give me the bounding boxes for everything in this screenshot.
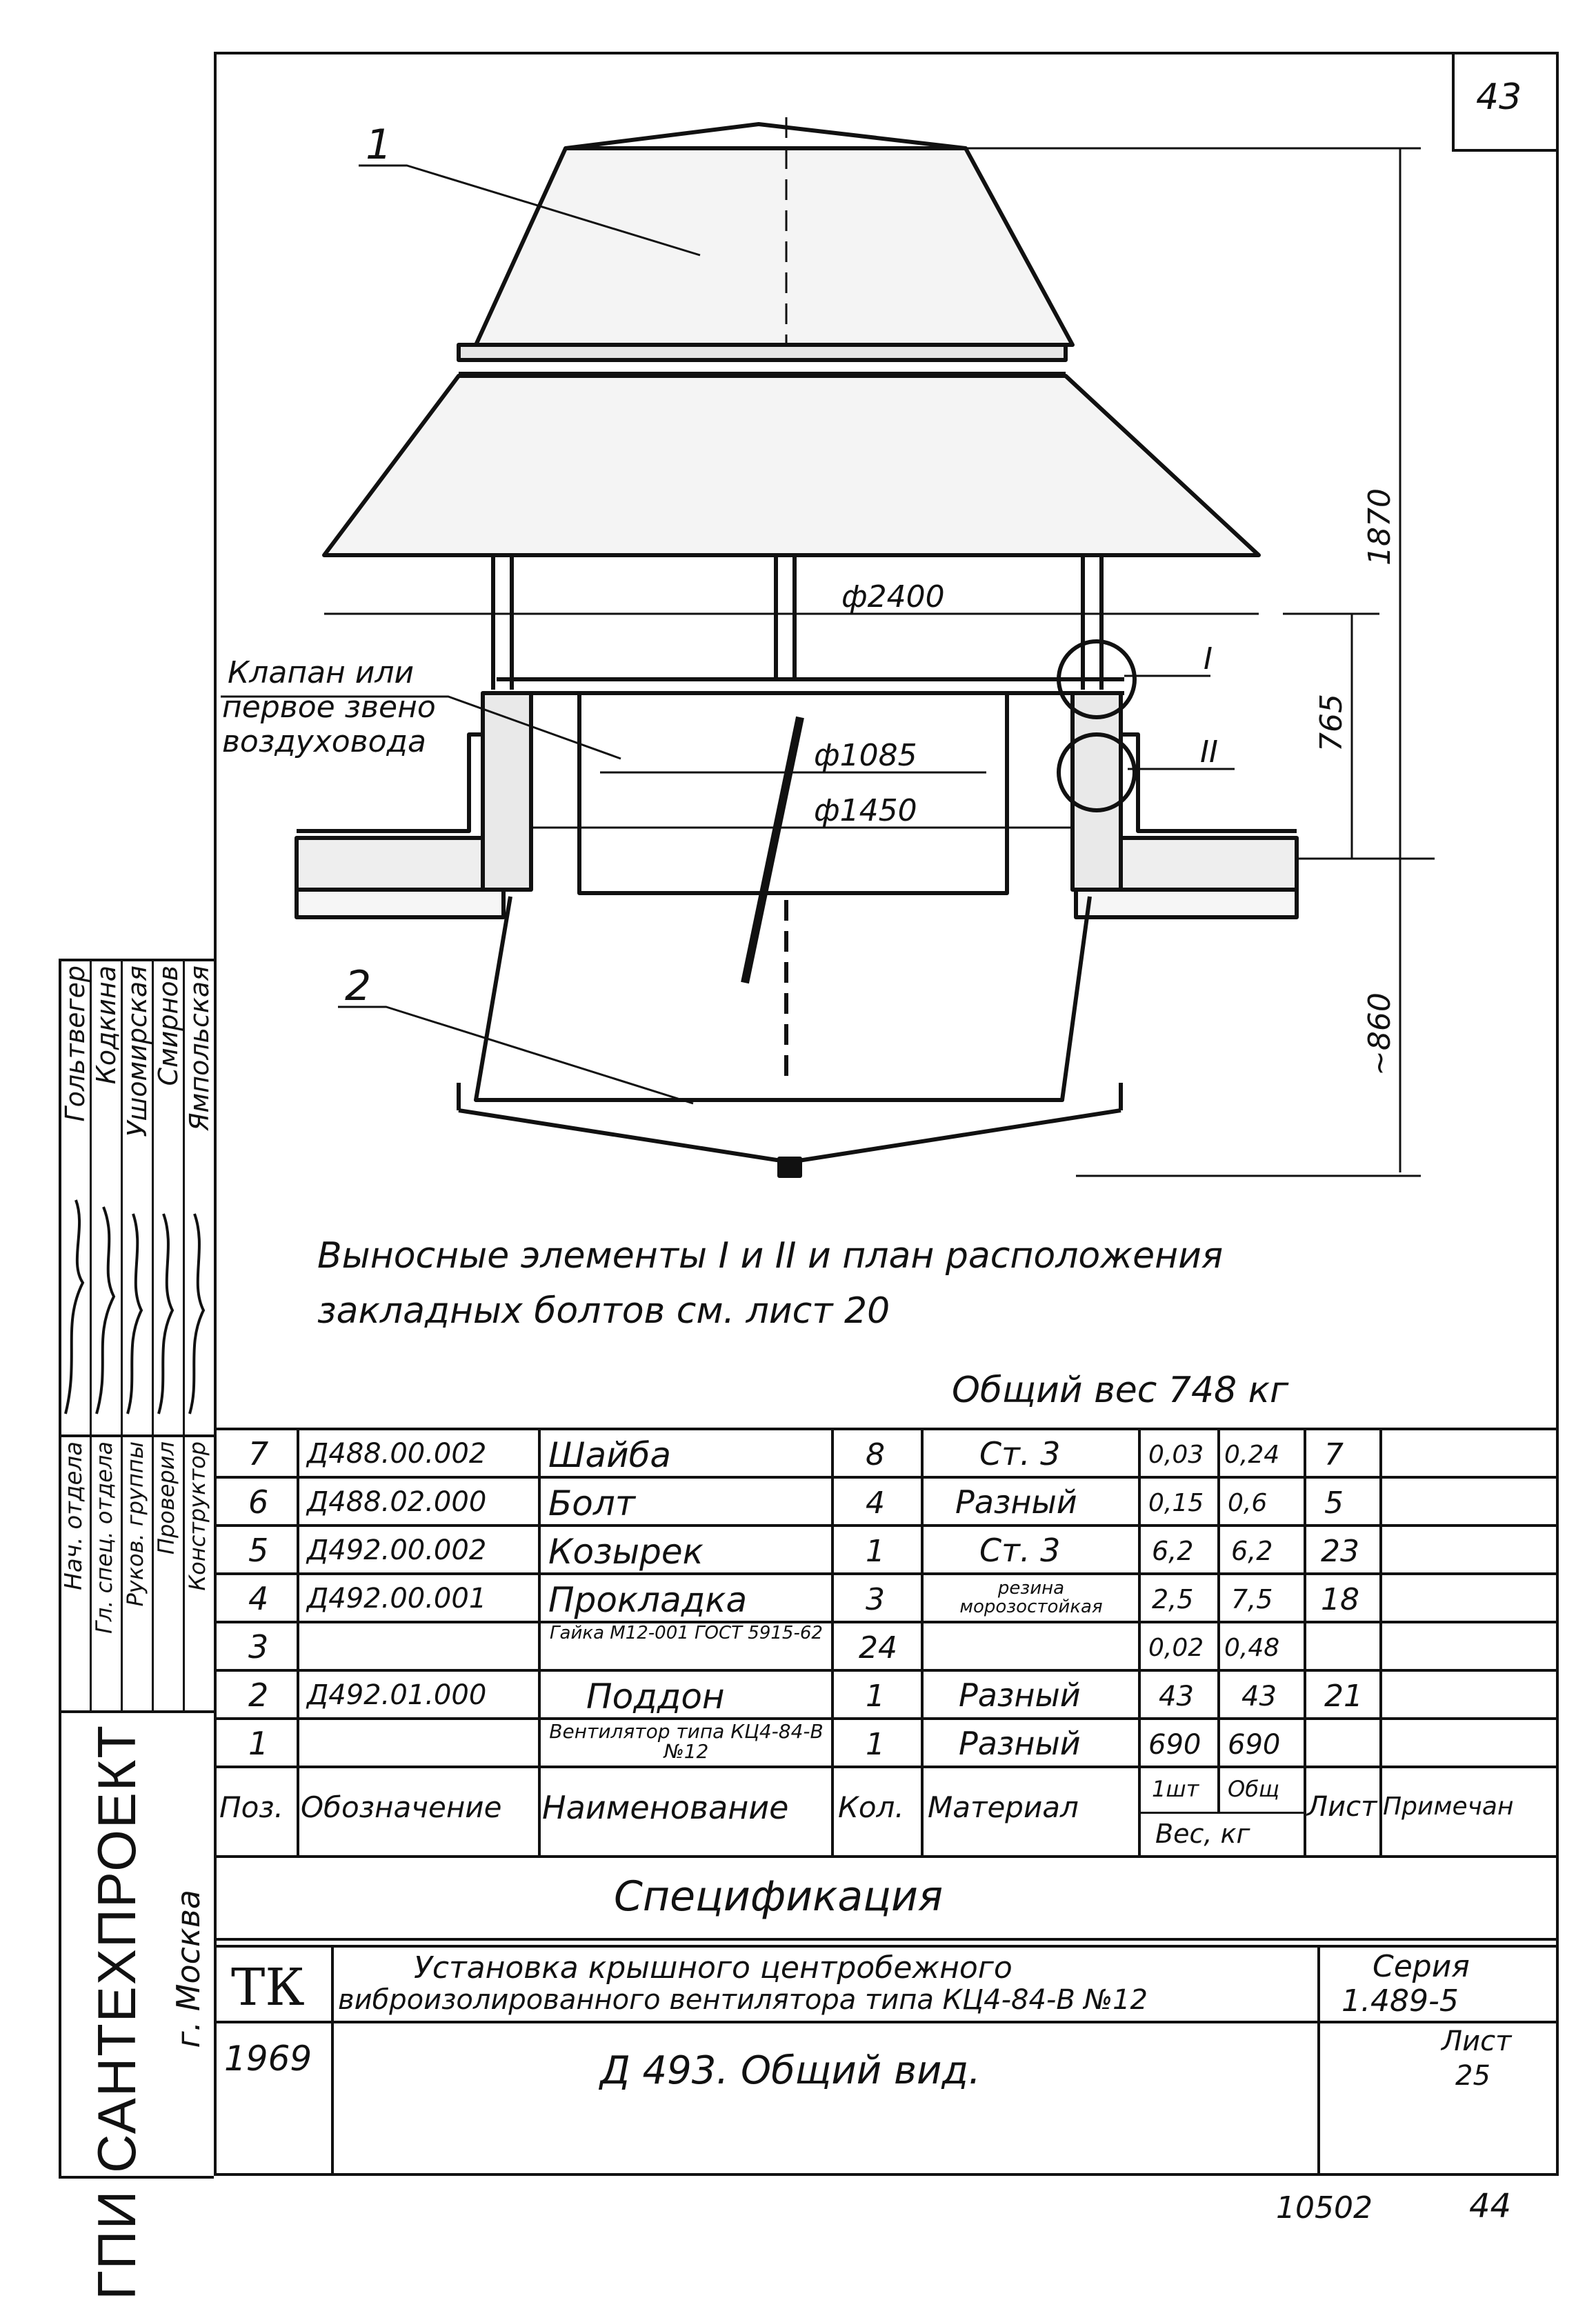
spec-row-w2: 7,5 [1231, 1584, 1273, 1614]
sidebar-role: Проверил [153, 1441, 179, 1555]
titleblock-title-2: виброизолированного вентилятора типа КЦ4-84-В №12 [338, 1984, 1148, 2016]
spec-row-code: Д488.00.002 [307, 1438, 487, 1470]
spec-row-material: резина морозостойкая [959, 1578, 1103, 1618]
dim-d1085: ф1085 [814, 738, 917, 773]
spec-header-material: Материал [928, 1790, 1079, 1824]
spec-row-w1: 690 [1148, 1729, 1201, 1761]
spec-header-w2: Общ [1228, 1776, 1280, 1802]
sidebar-name: Ямпольская [184, 966, 215, 1131]
detail-mark-2: II [1200, 734, 1218, 770]
spec-row-code: Д492.01.000 [307, 1679, 487, 1711]
spec-row-material: Разный [955, 1483, 1077, 1521]
spec-header-name: Наименование [542, 1789, 789, 1826]
dim-765: 765 [1314, 694, 1349, 752]
spec-header-code: Обозначение [301, 1790, 502, 1824]
callout-1: 1 [366, 121, 392, 169]
spec-row-qty: 1 [866, 1679, 885, 1714]
spec-row-pos: 4 [248, 1580, 269, 1617]
spec-row-code: Д492.00.001 [307, 1583, 487, 1614]
spec-row-sheet: 21 [1324, 1679, 1363, 1714]
spec-row-w2: 43 [1241, 1681, 1277, 1712]
spec-row-pos: 6 [248, 1483, 269, 1521]
titleblock-doc: Д 493. Общий вид. [600, 2048, 981, 2093]
note-line-2: закладных болтов см. лист 20 [317, 1290, 890, 1332]
spec-row-code: Д488.02.000 [307, 1486, 487, 1518]
spec-row-w1: 0,15 [1148, 1489, 1204, 1517]
sidebar-role: Руков. группы [122, 1441, 148, 1607]
spec-row-pos: 3 [248, 1628, 269, 1666]
spec-row-sheet: 5 [1324, 1486, 1344, 1521]
dim-1870: 1870 [1362, 488, 1397, 566]
spec-row-pos: 1 [248, 1725, 269, 1762]
spec-row-pos: 2 [248, 1677, 269, 1714]
spec-row-w2: 0,6 [1228, 1489, 1268, 1517]
spec-row-qty: 4 [866, 1486, 885, 1521]
spec-header-weight: Вес, кг [1155, 1819, 1250, 1849]
inner-duct [579, 693, 1007, 893]
spec-row-w1: 6,2 [1152, 1536, 1194, 1566]
titleblock-year: 1969 [224, 2039, 312, 2079]
spec-row-material: Ст. 3 [979, 1435, 1061, 1472]
spec-row-sheet: 18 [1321, 1582, 1359, 1617]
footer-number-1: 10502 [1276, 2190, 1373, 2226]
dim-d2400: ф2400 [841, 579, 945, 614]
label-line-2: первое звено [222, 690, 436, 725]
sidebar-role: Конструктор [184, 1441, 210, 1591]
total-weight: Общий вес 748 кг [952, 1370, 1289, 1411]
spec-row-qty: 1 [866, 1534, 885, 1569]
spec-row-code: Д492.00.002 [307, 1534, 487, 1566]
sidebar-city: г. Москва [170, 1890, 207, 2048]
spec-row-material: Разный [959, 1725, 1081, 1762]
spec-row-material: Ст. 3 [979, 1532, 1061, 1569]
corner-number: 43 [1476, 77, 1522, 118]
spec-row-w2: 0,24 [1224, 1441, 1280, 1469]
sidebar-role: Нач. отдела [60, 1441, 88, 1590]
spec-header-note: Примечан [1383, 1792, 1514, 1821]
label-line-1: Клапан или [228, 655, 415, 690]
note-line-1: Выносные элементы I и II и план расположения [317, 1235, 1224, 1277]
spec-row-name: Козырек [548, 1532, 704, 1572]
spec-row-name: Шайба [548, 1435, 672, 1475]
spec-row-w1: 0,02 [1148, 1634, 1204, 1662]
spec-row-pos: 7 [248, 1435, 269, 1472]
sidebar-name: Смирнов [153, 966, 183, 1086]
spec-row-sheet: 7 [1324, 1437, 1344, 1472]
spec-row-sheet: 23 [1321, 1534, 1359, 1569]
sidebar-name: Кодкина [91, 966, 121, 1085]
label-line-3: воздуховода [222, 724, 426, 759]
spec-header-sheet: Лист [1307, 1791, 1377, 1823]
spec-title: Спецификация [614, 1872, 944, 1921]
signatures [59, 1186, 214, 1428]
spec-header-pos: Поз. [219, 1790, 283, 1824]
titleblock-org: ТК [231, 1958, 305, 2017]
detail-mark-1: I [1204, 641, 1213, 677]
spec-row-qty: 8 [866, 1437, 885, 1472]
spec-row-qty: 1 [866, 1727, 885, 1762]
titleblock-sheet-label: Лист [1442, 2026, 1512, 2057]
cap-ring [459, 345, 1066, 360]
spec-row-name: Поддон [586, 1677, 725, 1717]
dim-860: ~860 [1362, 992, 1397, 1076]
spec-row-qty: 3 [866, 1582, 885, 1617]
spec-row-name: Прокладка [548, 1580, 748, 1620]
titleblock-series-label: Серия [1373, 1949, 1470, 1984]
spec-header-qty: Кол. [838, 1790, 904, 1824]
titleblock-sheet-value: 25 [1455, 2060, 1490, 2092]
spec-row-material: Разный [959, 1677, 1081, 1714]
dim-d1450: ф1450 [814, 793, 917, 828]
spec-row-name: Вентилятор типа КЦ4-84-В №12 [549, 1720, 824, 1763]
cap-roof [566, 124, 966, 148]
spec-top-line [214, 1428, 1559, 1430]
spec-row-pos: 5 [248, 1532, 269, 1569]
spec-row-name: Болт [548, 1483, 635, 1523]
sidebar-name: Гольтвегер [60, 966, 90, 1122]
spec-row-w2: 0,48 [1224, 1634, 1280, 1662]
sidebar-role: Гл. спец. отдела [91, 1441, 117, 1634]
spec-row-w1: 0,03 [1148, 1441, 1204, 1469]
spec-row-w1: 43 [1159, 1681, 1194, 1712]
spec-row-w2: 6,2 [1231, 1536, 1273, 1566]
spec-row-w2: 690 [1228, 1729, 1281, 1761]
sidebar-org: ГПИ САНТЕХПРОЕКТ [86, 1724, 147, 2300]
titleblock-series-value: 1.489-5 [1341, 1983, 1459, 2019]
footer-number-2: 44 [1469, 2187, 1512, 2226]
sidebar-name: Ушомирская [122, 966, 152, 1137]
titleblock-title-1: Установка крышного центробежного [414, 1950, 1013, 1986]
callout-2: 2 [345, 962, 372, 1010]
cap-cone [476, 148, 1073, 345]
spec-row-qty: 24 [859, 1630, 897, 1666]
skirt [324, 376, 1259, 555]
spec-row-w1: 2,5 [1152, 1584, 1194, 1614]
tray [476, 897, 1090, 1100]
spec-header-w1: 1шт [1152, 1776, 1199, 1802]
spec-row-name: Гайка М12-001 ГОСТ 5915-62 [550, 1623, 823, 1643]
